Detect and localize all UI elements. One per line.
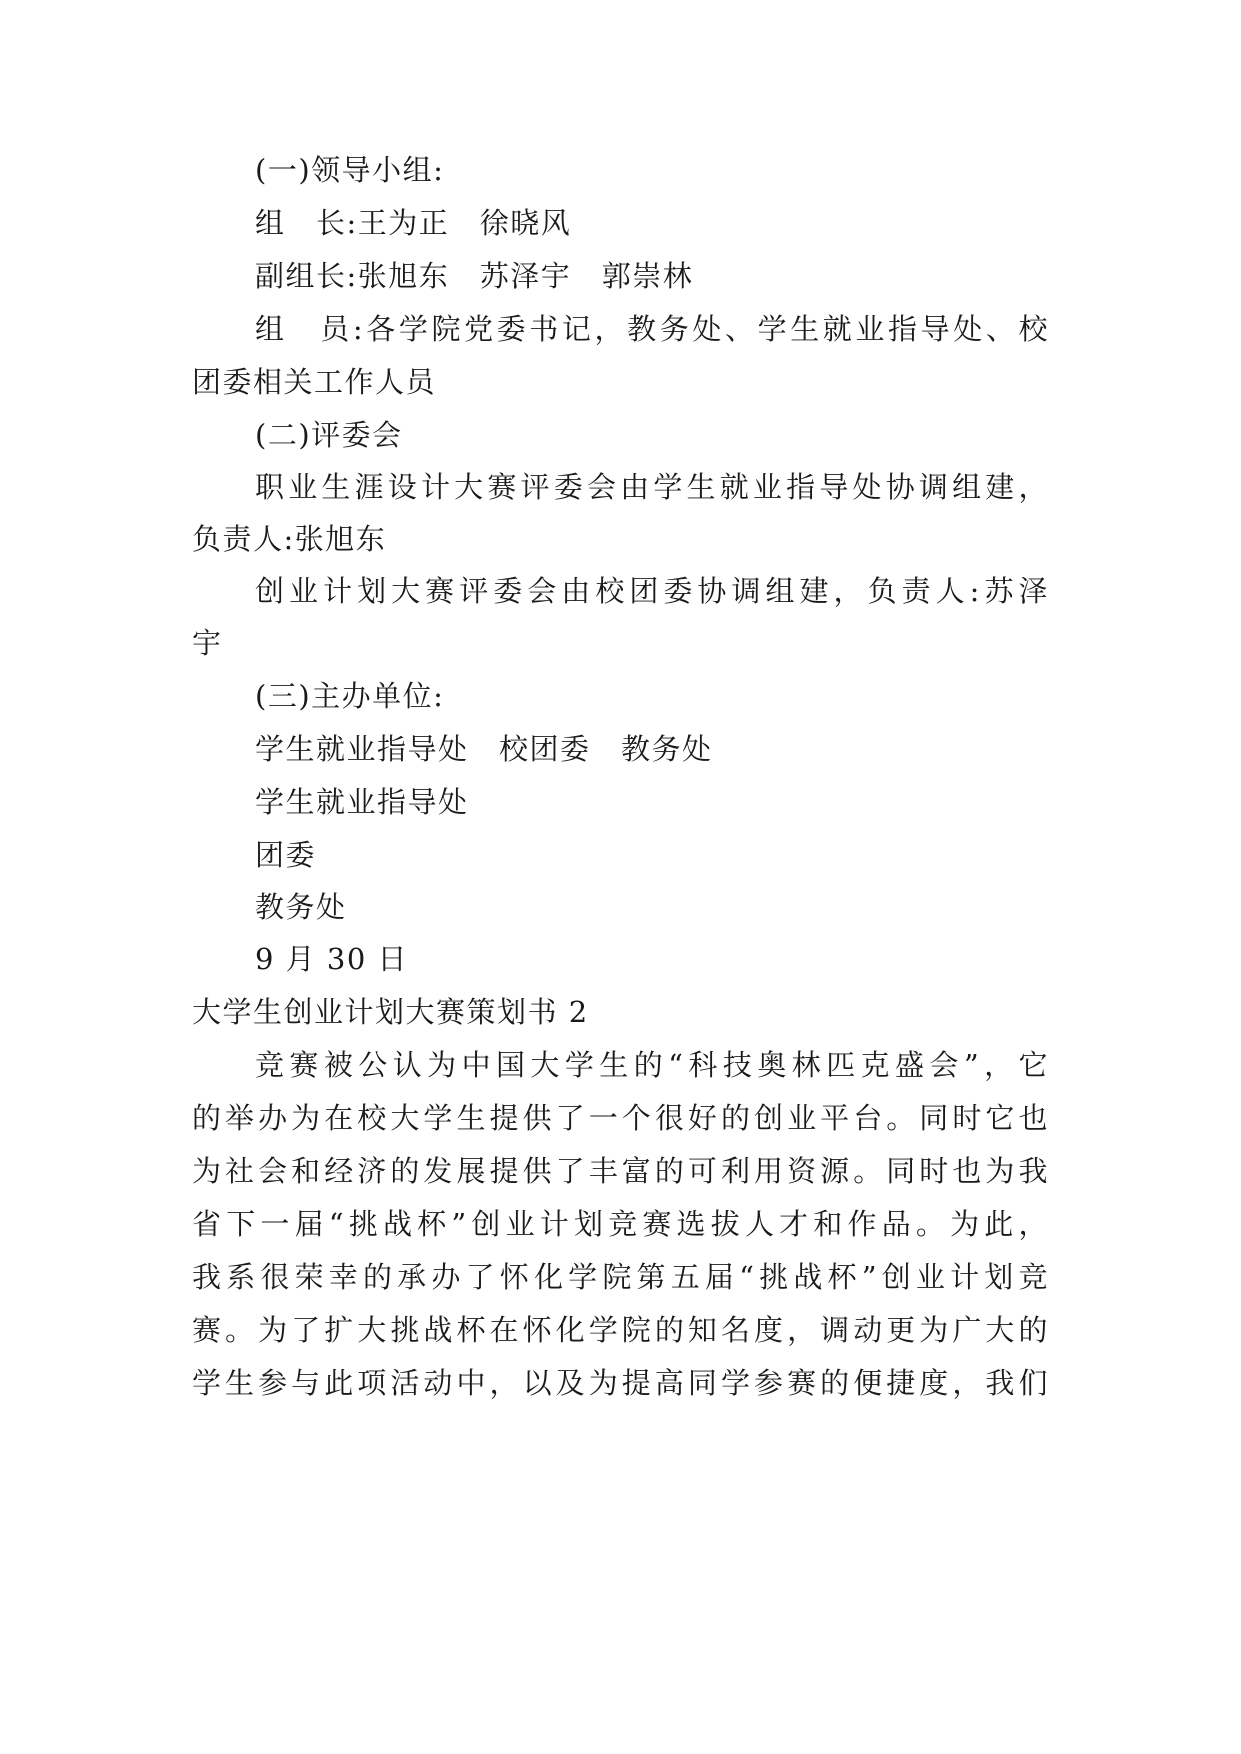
organizers-line: 学生就业指导处 校团委 教务处 (255, 732, 713, 766)
paragraph-line: 竞赛被公认为中国大学生的“科技奥林匹克盛会”，它 (255, 1048, 1049, 1082)
signature-unit-1: 学生就业指导处 (255, 785, 469, 819)
deputy-leader-line: 副组长:张旭东 苏泽宇 郭崇林 (255, 259, 694, 293)
document-title-2: 大学生创业计划大赛策划书 2 (192, 995, 589, 1029)
paragraph-line: 学生参与此项活动中，以及为提高同学参赛的便捷度，我们 (192, 1366, 1049, 1400)
section-heading-leadership-group: (一)领导小组: (255, 153, 445, 187)
group-members-line-cont: 团委相关工作人员 (192, 365, 437, 399)
signature-unit-2: 团委 (255, 838, 317, 872)
startup-jury-line-cont: 宇 (192, 626, 223, 660)
section-heading-jury: (二)评委会 (255, 418, 403, 452)
startup-jury-line: 创业计划大赛评委会由校团委协调组建，负责人:苏泽 (255, 574, 1049, 608)
paragraph-line: 我系很荣幸的承办了怀化学院第五届“挑战杯”创业计划竞 (192, 1260, 1049, 1294)
group-leader-line: 组 长:王为正 徐晓风 (255, 206, 572, 240)
group-members-line: 组 员:各学院党委书记，教务处、学生就业指导处、校 (255, 312, 1049, 346)
paragraph-line: 赛。为了扩大挑战杯在怀化学院的知名度，调动更为广大的 (192, 1313, 1049, 1347)
paragraph-line: 为社会和经济的发展提供了丰富的可利用资源。同时也为我 (192, 1154, 1049, 1188)
paragraph-line: 省下一届“挑战杯”创业计划竞赛选拔人才和作品。为此， (192, 1207, 1049, 1241)
signature-unit-3: 教务处 (255, 890, 347, 924)
section-heading-organizers: (三)主办单位: (255, 679, 445, 713)
career-jury-line: 职业生涯设计大赛评委会由学生就业指导处协调组建， (255, 470, 1049, 504)
paragraph-line: 的举办为在校大学生提供了一个很好的创业平台。同时它也 (192, 1101, 1049, 1135)
career-jury-line-cont: 负责人:张旭东 (192, 522, 387, 556)
signature-date: 9 月 30 日 (255, 942, 409, 976)
